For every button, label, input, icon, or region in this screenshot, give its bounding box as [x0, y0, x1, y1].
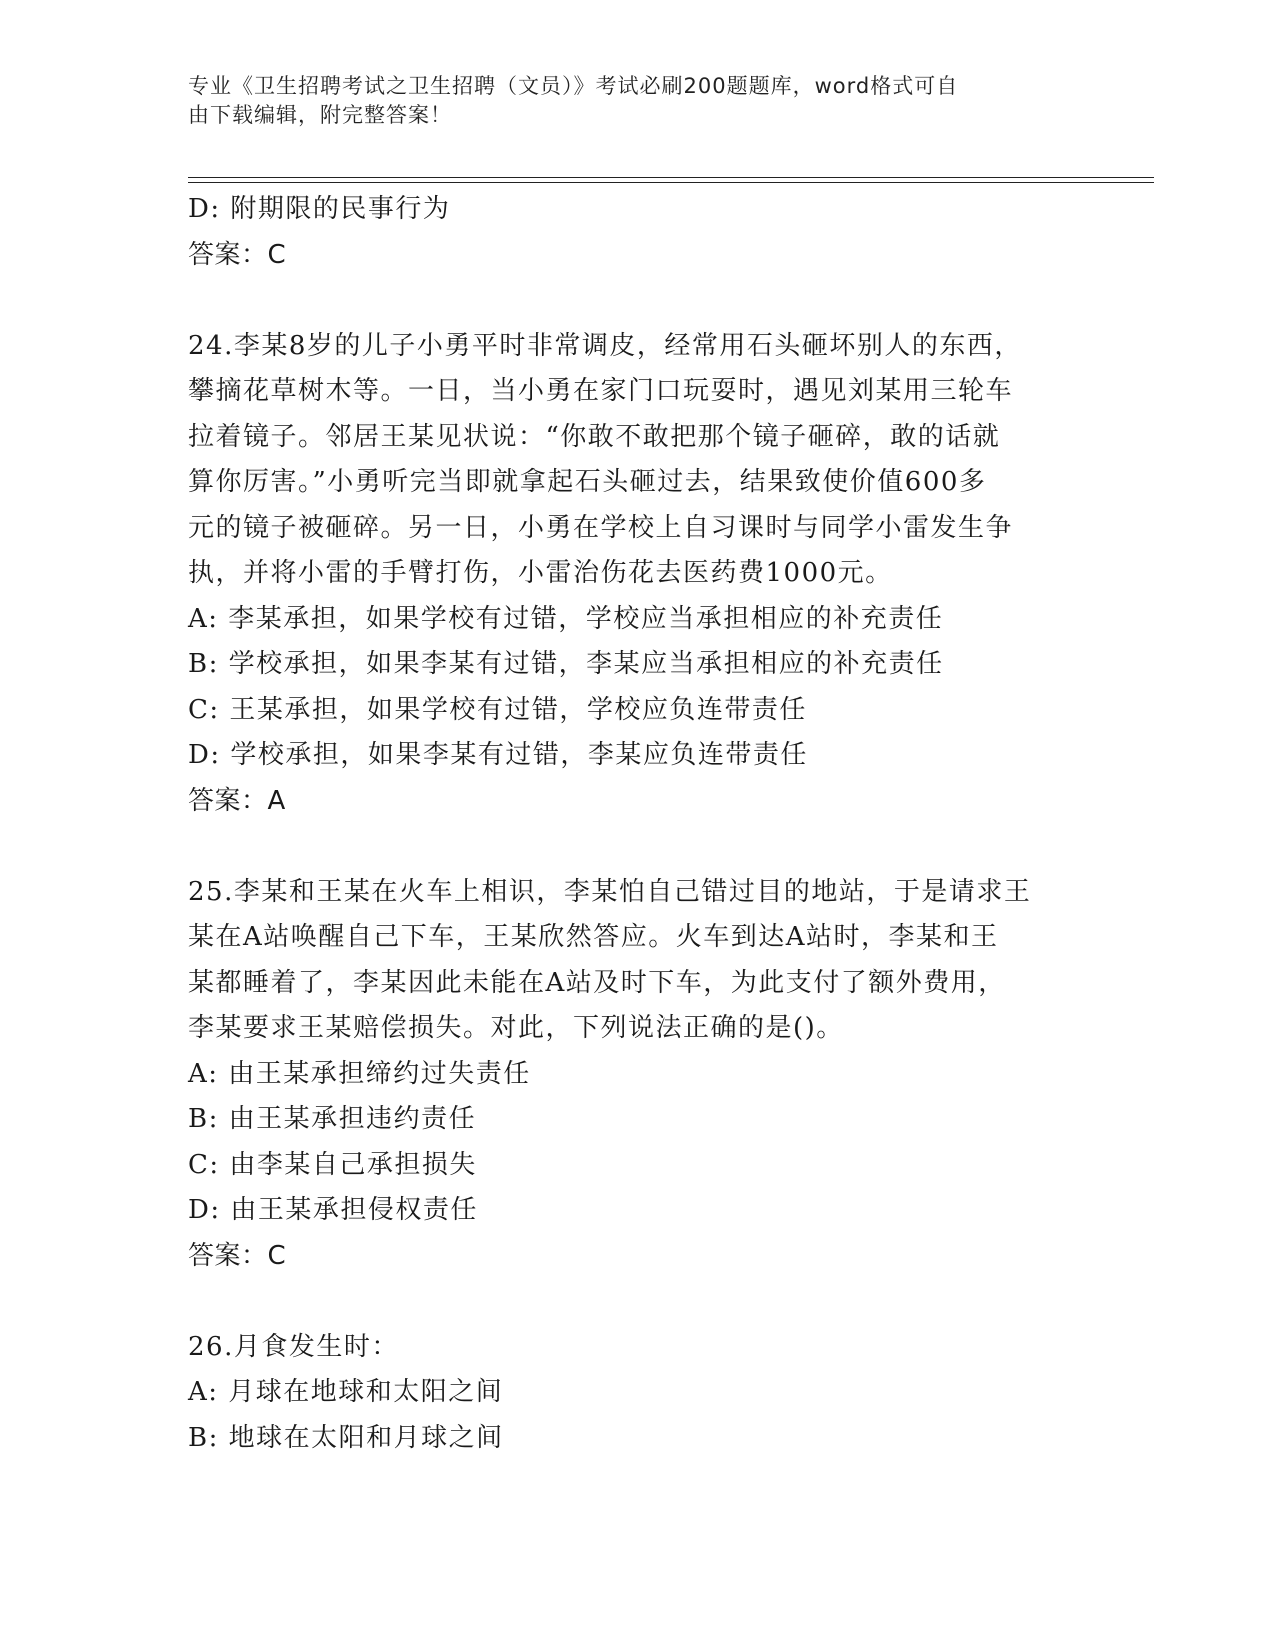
answer: 答案：C — [188, 239, 287, 270]
question-26 — [188, 1325, 1078, 1462]
option-b: B: 学校承担，如果李某有过错，李某应当承担相应的补充责任 — [188, 649, 944, 679]
question-stem-line: 某都睡着了，李某因此未能在A站及时下车，为此支付了额外费用， — [188, 967, 1006, 998]
question-stem-line: 24.李某8岁的儿子小勇平时非常调皮，经常用石头砸坏别人的东西， — [188, 330, 1022, 361]
header-divider-bottom — [188, 182, 1154, 183]
question-23-tail — [188, 187, 1078, 278]
question-stem-line: 执，并将小雷的手臂打伤，小雷治伤花去医药费1000元。 — [188, 558, 893, 588]
option-c: C: 王某承担，如果学校有过错，学校应负连带责任 — [188, 694, 807, 725]
question-stem-line: 算你厉害。”小勇听完当即就拿起石头砸过去，结果致使价值600多 — [188, 467, 987, 497]
question-stem-line: 25.李某和王某在火车上相识，李某怕自己错过目的地站，于是请求王 — [188, 876, 1032, 907]
document-body — [188, 187, 1078, 1461]
spacer — [188, 1279, 1078, 1325]
question-25 — [188, 870, 1078, 1280]
answer: 答案：C — [188, 1240, 287, 1271]
question-stem-line: 攀摘花草树木等。一日，当小勇在家门口玩耍时，遇见刘某用三轮车 — [188, 376, 1014, 406]
option-d: D: 由王某承担侵权责任 — [188, 1195, 478, 1225]
option-a: A: 李某承担，如果学校有过错，学校应当承担相应的补充责任 — [188, 603, 944, 634]
option-c: C: 由李某自己承担损失 — [188, 1149, 477, 1180]
option-d: D: 附期限的民事行为 — [188, 194, 451, 224]
spacer — [188, 278, 1078, 324]
question-stem-line: 拉着镜子。邻居王某见状说：“你敢不敢把那个镜子砸碎，敢的话就 — [188, 421, 1001, 452]
option-a: A: 月球在地球和太阳之间 — [188, 1377, 504, 1407]
document-header — [188, 72, 1068, 130]
answer: 答案：A — [188, 785, 286, 816]
header-divider-top — [188, 177, 1154, 178]
question-stem-line: 某在A站唤醒自己下车，王某欣然答应。火车到达A站时，李某和王 — [188, 922, 999, 952]
option-d: D: 学校承担，如果李某有过错，李某应负连带责任 — [188, 740, 808, 770]
option-b: B: 地球在太阳和月球之间 — [188, 1422, 504, 1453]
question-24 — [188, 324, 1078, 825]
question-stem-line: 李某要求王某赔偿损失。对此，下列说法正确的是()。 — [188, 1013, 844, 1043]
spacer — [188, 824, 1078, 870]
question-stem-line: 26.月食发生时： — [188, 1331, 399, 1362]
header-line-2: 由下载编辑，附完整答案！ — [188, 103, 452, 127]
option-b: B: 由王某承担违约责任 — [188, 1104, 477, 1134]
option-a: A: 由王某承担缔约过失责任 — [188, 1058, 531, 1089]
header-line-1: 专业《卫生招聘考试之卫生招聘（文员）》考试必刷200题题库，word格式可自 — [188, 74, 959, 98]
question-stem-line: 元的镜子被砸碎。另一日，小勇在学校上自习课时与同学小雷发生争 — [188, 512, 1014, 543]
